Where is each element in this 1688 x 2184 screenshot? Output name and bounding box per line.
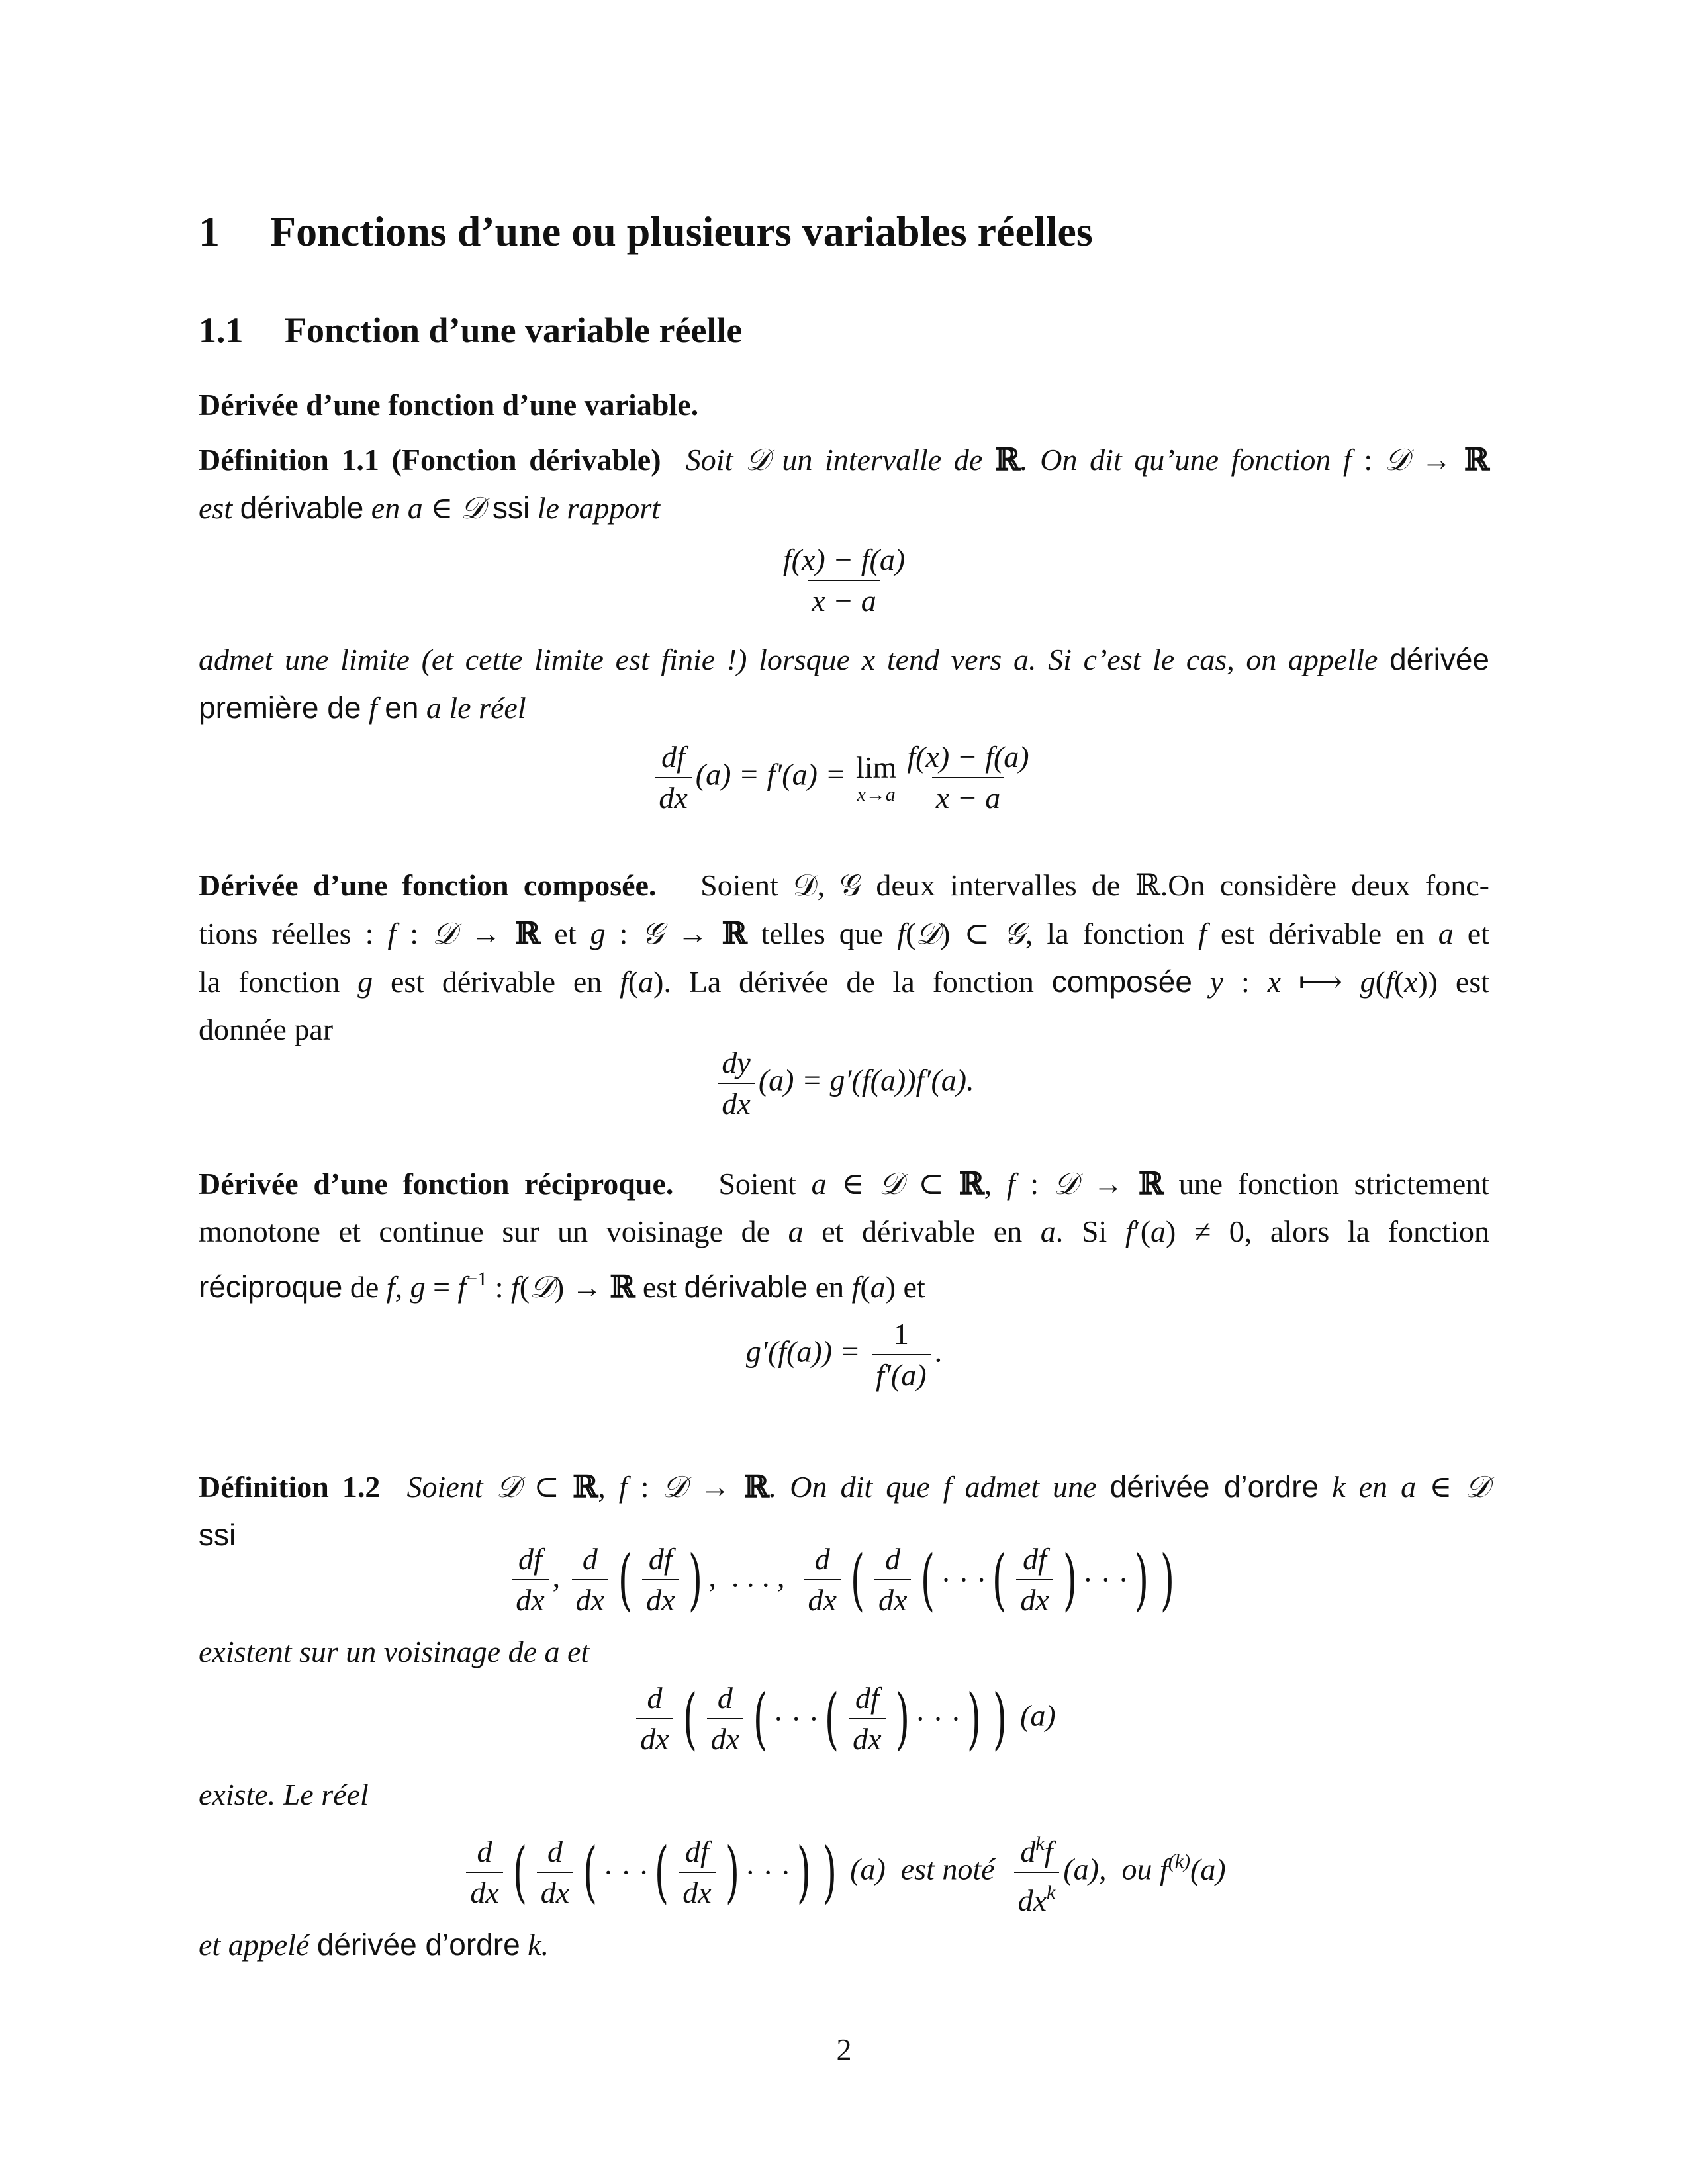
derivee-heading: Dérivée d’une fonction d’une variable. [199, 388, 699, 422]
equation-reciproque: g′(f(a)) = $\frac{1}{f'(a)}$ . [745, 1317, 943, 1392]
definition-1-1-cont: admet une limite (et cette limite est finie !) lorsque x tend vers a. Si c’est le cas, on appelle dérivée première de f en a le réel [199, 642, 1489, 725]
equation-note: $\frac{d}{dx}$ ( $\frac{d}{dx}$ ( · · ·( $\frac{df}{dx}$ ) · · ·) ) (a) est noté $\frac{d^kf}{dx^k}$ (a), ou $f^{(k)}(a)$ [199, 1827, 1489, 1918]
composee-paragraph: Dérivée d’une fonction composée. Soient 𝒟, 𝒢 deux intervalles de ℝ.On considère deux fonc- tions réelles : f : 𝒟 → ℝ et g : 𝒢 → ℝ telles que f(𝒟) ⊂ 𝒢, la fonction f est dérivable en a et la fonction g est dérivable en f(a). La dérivée de la fonction composée y : x ⟼ g(f(x)) est donnée par [199, 868, 1490, 1046]
subsection-heading [199, 307, 1489, 353]
page [199, 0, 1489, 2184]
section-number: 1 [199, 208, 220, 255]
existent-line: existent sur un voisinage de a et [199, 1635, 590, 1668]
equation-existe: $\frac{d}{dx}$ ( $\frac{d}{dx}$ ( · · ·( $\frac{df}{dx}$ ) · · ·) ) (a) [199, 1681, 1489, 1756]
reciproque-paragraph: Dérivée d’une fonction réciproque. Soient a ∈ 𝒟 ⊂ ℝ, f : 𝒟 → ℝ une fonction strictement monotone et continue sur un voisinage de a et dérivable en a. Si f′(a) ≠ 0, alors la fonction réciproque de f, $g = f^{-1}$ : f(𝒟) → ℝ est dérivable en f(a) et [199, 1165, 1490, 1304]
subsection-title: Fonction d’une variable réelle [285, 310, 743, 350]
subsection-number: 1.1 [199, 310, 244, 350]
equation-derivee: $\frac{df}{dx}$ (a) = f′(a) = lim x→a $\frac{f(x) - f(a)}{x - a}$ [199, 740, 1489, 815]
page-number: 2 [836, 2032, 852, 2066]
equation-composee: $\frac{dy}{dx}$ (a) = g′(f(a))f′(a). [199, 1046, 1489, 1121]
definition-1-1: Définition 1.1 (Fonction dérivable) Soit 𝒟 un intervalle de ℝ. On dit qu’une fonction f : 𝒟 → ℝ est dérivable en a ∈ 𝒟 ssi le rapport [199, 441, 1490, 525]
definition-1-2: Définition 1.2 Soient 𝒟 ⊂ ℝ, f : 𝒟 → ℝ. On dit que f admet une dérivée d’ordre k en a ∈ 𝒟 ssi [199, 1469, 1490, 1552]
equation-derivees-successives: $\frac{df}{dx}$ , $\frac{d}{dx}$ ( $\frac{df}{dx}$ ) , . . . , $\frac{d}{dx}$ ( $\frac{d}{dx}$ ( · · ·( $\frac{df}{dx}$ ) · · ·) ) [199, 1542, 1489, 1617]
term-derivable: dérivable [240, 490, 364, 525]
final-line: et appelé dérivée d’ordre k. [199, 1927, 549, 1962]
def11-label: Définition 1.1 (Fonction dérivable) [199, 443, 661, 477]
existe-line: existe. Le réel [199, 1778, 369, 1811]
paragraph-heading [199, 381, 1489, 429]
section-title: Fonctions d’une ou plusieurs variables réelles [270, 208, 1093, 255]
section-heading [199, 205, 1489, 258]
equation-rapport: $\frac{f(x) - f(a)}{x - a}$ [782, 543, 906, 617]
